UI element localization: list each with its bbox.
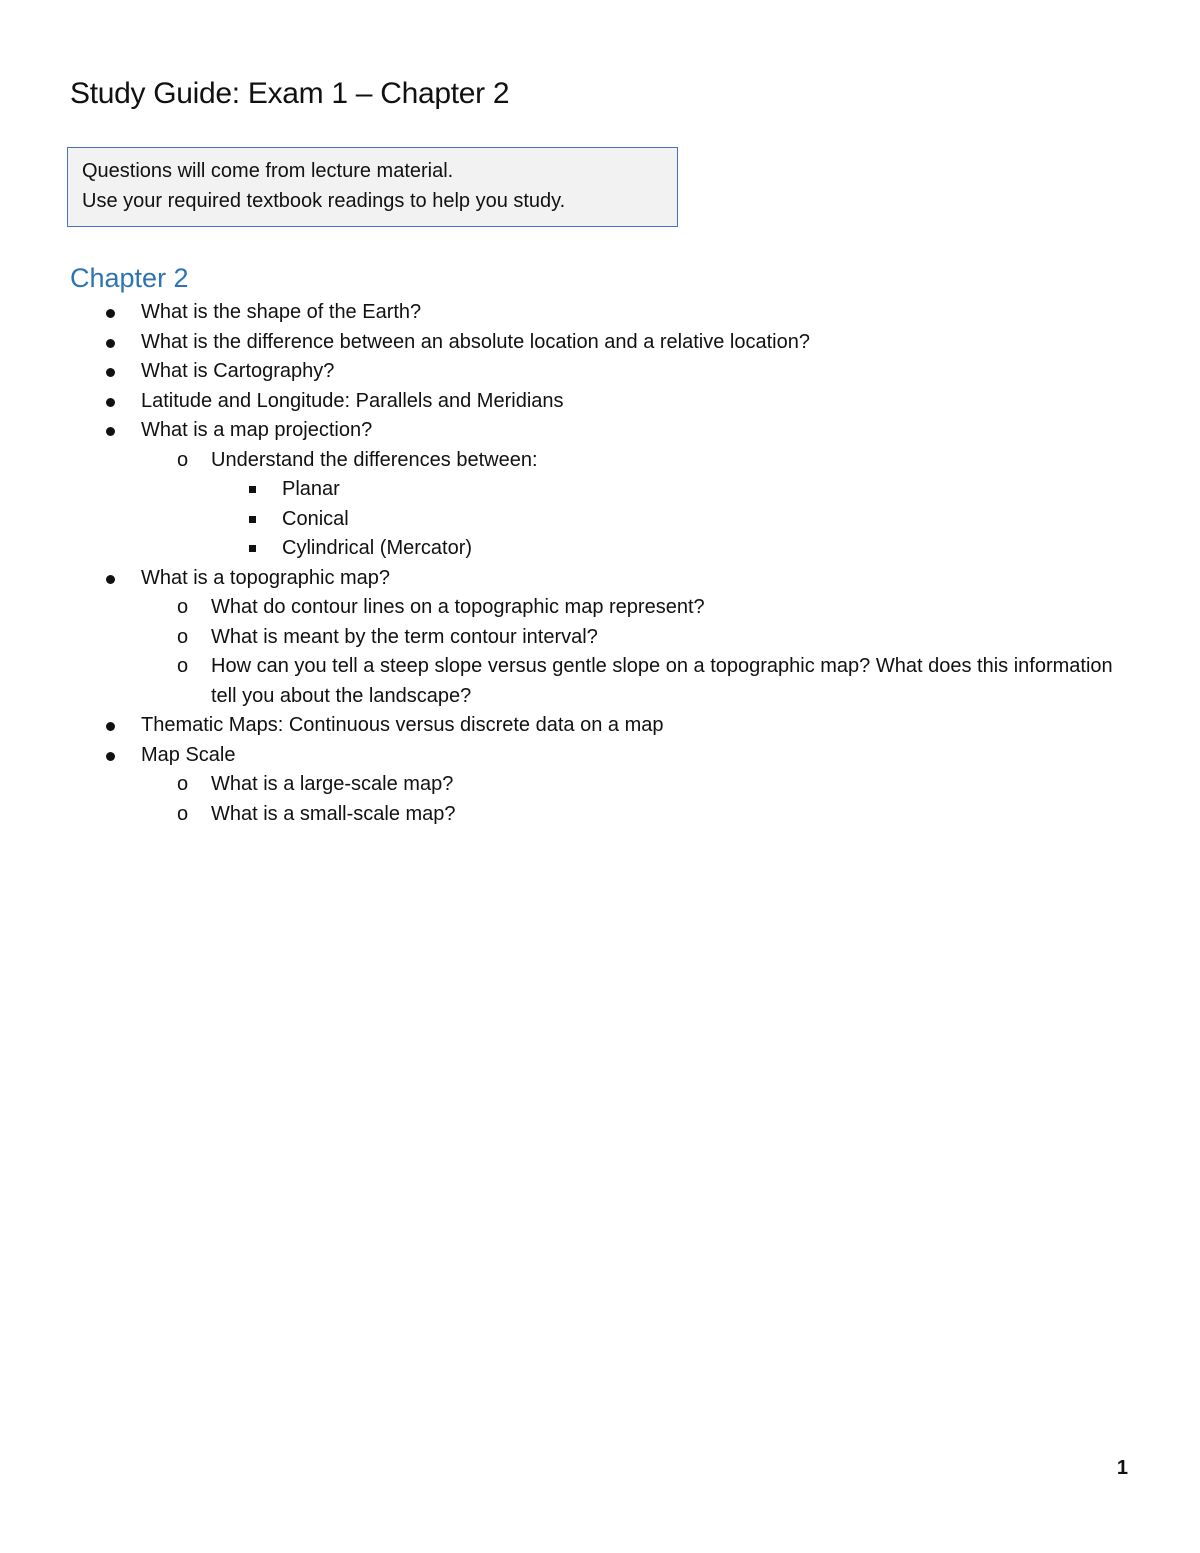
outline-item-level-1 <box>0 416 1200 446</box>
outline-item-text: What is a map projection? <box>141 419 373 441</box>
outline-item-level-1 <box>0 328 1200 358</box>
bullet-disc-icon <box>106 575 115 584</box>
outline-item-level-1 <box>0 711 1200 741</box>
outline-item-text: Thematic Maps: Continuous versus discrete data on a map <box>141 714 664 736</box>
outline-item-text: Planar <box>282 478 340 500</box>
outline-item-text: What is the difference between an absolute location and a relative location? <box>141 330 810 353</box>
page-number: 1 <box>1116 1457 1128 1479</box>
outline-item-level-2 <box>0 446 1200 476</box>
outline-item-text: Latitude and Longitude: Parallels and Meridians <box>141 389 564 412</box>
bullet-disc-icon <box>106 398 115 407</box>
bullet-square-icon <box>249 545 256 552</box>
outline-item-text: What is a small-scale map? <box>211 802 456 825</box>
outline-item-text: Understand the differences between: <box>211 448 538 471</box>
section-heading: Chapter 2 <box>70 263 189 293</box>
outline-item-level-2 <box>0 623 1200 653</box>
bullet-disc-icon <box>106 752 115 761</box>
bullet-circle-icon: o <box>177 625 189 648</box>
bullet-circle-icon: o <box>177 596 189 618</box>
outline-item-text: What is Cartography? <box>141 360 335 382</box>
bullet-circle-icon: o <box>177 773 189 795</box>
notice-box <box>67 147 678 227</box>
outline-item-level-1 <box>0 741 1200 771</box>
study-outline <box>0 298 1200 829</box>
outline-item-level-2 <box>0 800 1200 830</box>
outline-item-text: What is a topographic map? <box>141 566 391 589</box>
outline-item-text: What is the shape of the Earth? <box>141 301 422 323</box>
outline-item-text: Conical <box>282 507 349 530</box>
bullet-disc-icon <box>106 722 115 731</box>
bullet-square-icon <box>249 486 256 493</box>
notice-line-1: Questions will come from lecture material. <box>82 160 454 182</box>
bullet-disc-icon <box>106 339 115 348</box>
outline-item-level-3 <box>0 475 1200 505</box>
bullet-circle-icon: o <box>177 448 189 471</box>
outline-item-level-2 <box>0 652 1200 711</box>
bullet-disc-icon <box>106 309 115 318</box>
outline-item-level-1 <box>0 357 1200 387</box>
outline-item-level-1 <box>0 387 1200 417</box>
outline-item-level-1 <box>0 298 1200 328</box>
bullet-square-icon <box>249 516 256 523</box>
outline-item-text: What do contour lines on a topographic map represent? <box>211 596 705 618</box>
page-title: Study Guide: Exam 1 – Chapter 2 <box>70 77 510 110</box>
outline-item-level-1 <box>0 564 1200 594</box>
bullet-circle-icon: o <box>177 655 189 677</box>
notice-line-2: Use your required textbook readings to help you study. <box>82 190 566 212</box>
outline-item-level-3 <box>0 505 1200 535</box>
bullet-disc-icon <box>106 427 115 436</box>
bullet-circle-icon: o <box>177 802 189 825</box>
outline-item-level-3 <box>0 534 1200 564</box>
outline-item-text: Map Scale <box>141 743 236 766</box>
outline-item-text: What is a large-scale map? <box>211 773 454 795</box>
bullet-disc-icon <box>106 368 115 377</box>
outline-item-text: How can you tell a steep slope versus gentle slope on a topographic map? What does this information tell you about the landscape? <box>211 655 1113 707</box>
outline-item-text: Cylindrical (Mercator) <box>282 537 473 559</box>
outline-item-text: What is meant by the term contour interval? <box>211 625 598 648</box>
outline-item-level-2 <box>0 593 1200 623</box>
outline-item-level-2 <box>0 770 1200 800</box>
